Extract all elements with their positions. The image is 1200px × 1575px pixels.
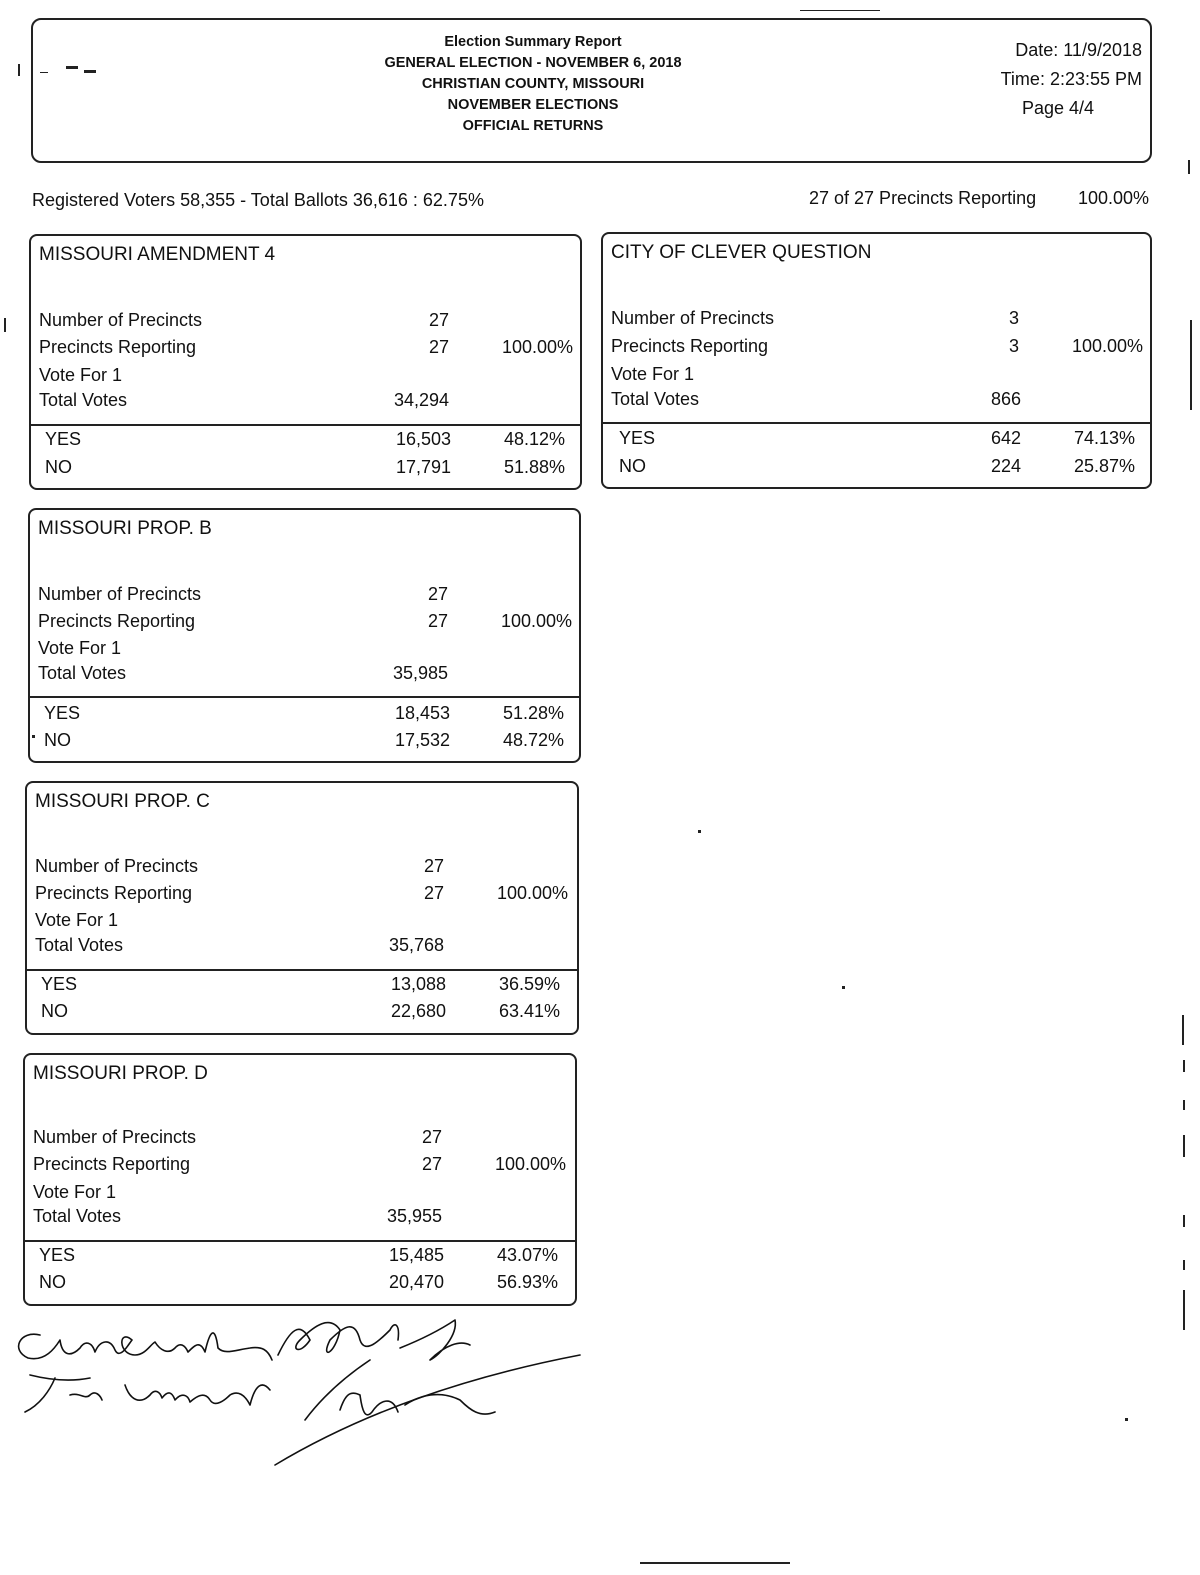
results-divider	[603, 422, 1150, 424]
scan-mark	[1183, 1060, 1185, 1072]
total-votes-label: Total Votes	[611, 389, 700, 409]
choice-row-yes	[39, 1245, 575, 1271]
choice-row-no	[41, 1001, 577, 1027]
report-date: Date: 11/9/2018	[1015, 40, 1142, 60]
voter-summary: Registered Voters 58,355 - Total Ballots 36,616 : 62.75%	[32, 190, 484, 210]
signature-stroke	[278, 1323, 398, 1355]
scan-mark	[800, 10, 880, 11]
choice-votes: 18,453	[394, 703, 450, 723]
precincts-reporting-row	[35, 883, 577, 909]
results-divider	[31, 424, 580, 426]
vote-for-row	[38, 638, 579, 664]
precincts-reporting-value: 27	[421, 1154, 442, 1174]
choice-pct: 51.88%	[503, 457, 565, 477]
choice-row-yes	[44, 703, 579, 729]
precincts-reporting-label: Precincts Reporting	[39, 337, 197, 357]
total-votes-value: 35,955	[386, 1206, 442, 1226]
choice-pct: 51.28%	[502, 703, 564, 723]
report-title-block	[33, 32, 1033, 137]
total-votes-label: Total Votes	[39, 390, 128, 410]
precincts-reporting-value: 27	[427, 611, 448, 631]
choice-pct: 74.13%	[1073, 428, 1135, 448]
precincts-reporting-label: Precincts Reporting	[38, 611, 196, 631]
num-precincts-value: 27	[423, 856, 444, 876]
choice-votes: 17,791	[395, 457, 451, 477]
scan-mark	[1190, 320, 1192, 410]
choice-votes: 20,470	[388, 1272, 444, 1292]
total-votes-row	[611, 389, 1150, 415]
signatures	[0, 1300, 600, 1480]
vote-for-label: Vote For 1	[33, 1182, 117, 1202]
signature-stroke	[125, 1385, 270, 1405]
precincts-reporting-pct: 100.00%	[494, 1154, 566, 1174]
vote-for-row	[611, 364, 1150, 390]
precincts-reporting-row	[39, 337, 580, 363]
total-votes-value: 866	[990, 389, 1021, 409]
race-box-prop-c	[25, 781, 579, 1035]
vote-for-label: Vote For 1	[611, 364, 695, 384]
choice-votes: 15,485	[388, 1245, 444, 1265]
precincts-reporting-pct: 100.00%	[501, 337, 573, 357]
vote-for-row	[39, 365, 580, 391]
choice-pct: 36.59%	[498, 974, 560, 994]
num-precincts-value: 27	[421, 1127, 442, 1147]
num-precincts-label: Number of Precincts	[611, 308, 775, 328]
choice-pct: 63.41%	[498, 1001, 560, 1021]
total-votes-row	[33, 1206, 575, 1232]
num-precincts-row	[38, 584, 579, 610]
total-votes-value: 35,985	[392, 663, 448, 683]
choice-votes: 16,503	[395, 429, 451, 449]
choice-votes: 224	[990, 456, 1021, 476]
choice-name: YES	[44, 703, 81, 723]
num-precincts-value: 27	[428, 310, 449, 330]
scan-mark	[1183, 1290, 1185, 1330]
num-precincts-row	[611, 308, 1150, 334]
scan-mark	[698, 830, 701, 833]
vote-for-label: Vote For 1	[39, 365, 123, 385]
choice-pct: 43.07%	[496, 1245, 558, 1265]
precincts-reporting-value: 3	[1008, 336, 1019, 356]
report-title: Election Summary Report	[444, 34, 622, 50]
choice-name: YES	[619, 428, 656, 448]
num-precincts-value: 27	[427, 584, 448, 604]
precincts-reporting-row	[33, 1154, 575, 1180]
choice-pct: 25.87%	[1073, 456, 1135, 476]
scan-mark	[842, 986, 845, 989]
election-group: NOVEMBER ELECTIONS	[447, 97, 619, 113]
signature-stroke	[25, 1375, 102, 1412]
scan-mark	[1125, 1418, 1128, 1421]
scan-mark	[1183, 1100, 1185, 1110]
total-votes-label: Total Votes	[35, 935, 124, 955]
choice-name: NO	[619, 456, 646, 476]
choice-name: YES	[41, 974, 78, 994]
precincts-reporting-label: Precincts Reporting	[35, 883, 193, 903]
precincts-summary: 27 of 27 Precincts Reporting	[809, 188, 1037, 208]
election-name: GENERAL ELECTION - NOVEMBER 6, 2018	[384, 55, 682, 71]
total-votes-row	[35, 935, 577, 961]
precincts-reporting-pct: 100.00%	[1071, 336, 1143, 356]
total-votes-label: Total Votes	[38, 663, 127, 683]
num-precincts-row	[33, 1127, 575, 1153]
choice-votes: 22,680	[390, 1001, 446, 1021]
race-box-prop-d	[23, 1053, 577, 1306]
returns-status: OFFICIAL RETURNS	[462, 118, 604, 134]
total-votes-row	[38, 663, 579, 689]
race-title: MISSOURI PROP. C	[35, 791, 210, 812]
vote-for-label: Vote For 1	[38, 638, 122, 658]
scan-mark	[18, 64, 20, 76]
scan-mark	[32, 735, 35, 738]
total-votes-value: 34,294	[393, 390, 449, 410]
report-meta	[1001, 36, 1142, 123]
report-header	[31, 18, 1152, 163]
total-votes-row	[39, 390, 580, 416]
scan-mark	[1182, 1015, 1184, 1045]
precincts-reporting-value: 27	[423, 883, 444, 903]
race-title: CITY OF CLEVER QUESTION	[611, 242, 872, 263]
precincts-reporting-row	[611, 336, 1150, 362]
choice-pct: 48.12%	[503, 429, 565, 449]
race-title: MISSOURI PROP. D	[33, 1063, 208, 1084]
results-divider	[27, 969, 577, 971]
choice-row-no	[45, 457, 580, 483]
report-time: Time: 2:23:55 PM	[1000, 69, 1142, 89]
vote-for-label: Vote For 1	[35, 910, 119, 930]
choice-name: YES	[45, 429, 82, 449]
county-name: CHRISTIAN COUNTY, MISSOURI	[421, 76, 645, 92]
signature-stroke	[400, 1320, 470, 1360]
choice-row-yes	[619, 428, 1150, 454]
scan-mark	[640, 1562, 790, 1564]
signature-stroke	[275, 1355, 580, 1465]
precincts-reporting-pct: 100.00%	[496, 883, 568, 903]
total-votes-label: Total Votes	[33, 1206, 122, 1226]
choice-name: NO	[45, 457, 72, 477]
vote-for-row	[33, 1182, 575, 1208]
choice-pct: 56.93%	[496, 1272, 558, 1292]
choice-pct: 48.72%	[502, 730, 564, 750]
num-precincts-value: 3	[1008, 308, 1019, 328]
scan-mark	[1183, 1215, 1185, 1227]
choice-name: NO	[44, 730, 71, 750]
choice-votes: 17,532	[394, 730, 450, 750]
precincts-reporting-value: 27	[428, 337, 449, 357]
precincts-reporting-row	[38, 611, 579, 637]
precincts-reporting-pct: 100.00%	[500, 611, 572, 631]
scan-mark	[84, 70, 96, 73]
total-votes-value: 35,768	[388, 935, 444, 955]
num-precincts-label: Number of Precincts	[33, 1127, 197, 1147]
results-divider	[25, 1240, 575, 1242]
results-divider	[30, 696, 579, 698]
choice-name: YES	[39, 1245, 76, 1265]
scan-mark	[1183, 1135, 1185, 1157]
race-title: MISSOURI AMENDMENT 4	[39, 244, 276, 265]
num-precincts-label: Number of Precincts	[38, 584, 202, 604]
scan-mark	[1183, 1260, 1185, 1270]
page-number: Page 4/4	[1021, 98, 1094, 118]
choice-name: NO	[41, 1001, 68, 1021]
choice-name: NO	[39, 1272, 66, 1292]
scan-mark	[4, 318, 6, 332]
signature-stroke	[19, 1333, 272, 1360]
race-title: MISSOURI PROP. B	[38, 518, 212, 539]
race-box-clever-question	[601, 232, 1152, 489]
num-precincts-row	[35, 856, 577, 882]
signature-stroke	[305, 1360, 495, 1420]
precincts-reporting-label: Precincts Reporting	[611, 336, 769, 356]
choice-votes: 642	[990, 428, 1021, 448]
num-precincts-label: Number of Precincts	[35, 856, 199, 876]
choice-votes: 13,088	[390, 974, 446, 994]
choice-row-no	[44, 730, 579, 756]
num-precincts-label: Number of Precincts	[39, 310, 203, 330]
choice-row-no	[39, 1272, 575, 1298]
precincts-summary-pct: 100.00%	[1078, 188, 1150, 208]
precincts-reporting-label: Precincts Reporting	[33, 1154, 191, 1174]
scan-mark	[40, 72, 48, 73]
vote-for-row	[35, 910, 577, 936]
choice-row-yes	[41, 974, 577, 1000]
race-box-amendment-4	[29, 234, 582, 490]
race-box-prop-b	[28, 508, 581, 763]
choice-row-yes	[45, 429, 580, 455]
choice-row-no	[619, 456, 1150, 482]
scan-mark	[1188, 160, 1190, 174]
num-precincts-row	[39, 310, 580, 336]
scan-mark	[66, 66, 78, 69]
